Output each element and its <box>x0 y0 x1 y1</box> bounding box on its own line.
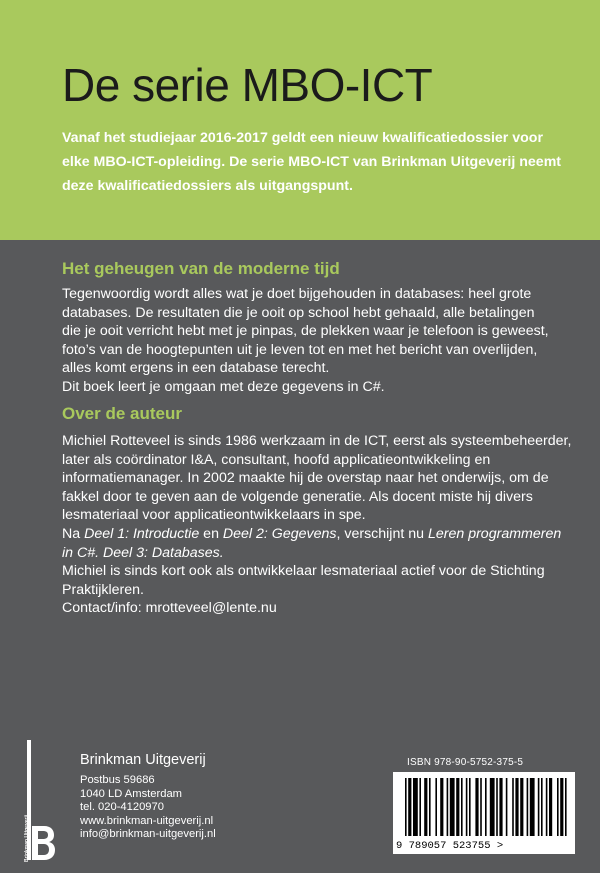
barcode-bar <box>405 778 407 836</box>
logo-vertical-text <box>24 752 32 862</box>
barcode-bar <box>424 778 427 836</box>
barcode-bar <box>469 778 471 836</box>
barcode-bar <box>560 778 563 836</box>
barcode-bar <box>461 778 463 836</box>
barcode-bar <box>557 778 559 836</box>
text-fragment: Na <box>62 525 85 542</box>
book-title-1: Deel 1: Introductie <box>84 525 200 542</box>
barcode-bar <box>466 778 468 836</box>
intro-line: elke MBO-ICT-opleiding. De serie MBO-ICT van Brinkman Uitgeverij neemt <box>62 154 562 170</box>
barcode-bar <box>506 778 508 836</box>
barcode-bar <box>413 778 418 836</box>
barcode-bar <box>419 778 421 836</box>
publisher-address <box>80 774 216 842</box>
barcode-bar <box>496 778 498 836</box>
text-line: alles komt ergens in een database terecht. <box>62 360 330 377</box>
address-line: tel. 020-4120970 <box>80 801 164 814</box>
text-line: Contact/info: mrotteveel@lente.nu <box>62 600 277 617</box>
website-link: www.brinkman-uitgeverij.nl <box>80 814 214 827</box>
email-link: info@brinkman-uitgeverij.nl <box>80 828 216 841</box>
text-line: Michiel is sinds kort ook als ontwikkelaar lesmateriaal actief voor de Stichting <box>62 563 545 580</box>
barcode-bar <box>549 778 552 836</box>
barcode-bar <box>527 778 529 836</box>
green-header-band <box>0 0 600 240</box>
text-line <box>62 525 562 544</box>
barcode-bar <box>456 778 459 836</box>
text-line: later als coördinator I&A, consultant, hoofd applicatieontwikkeling en <box>62 451 491 468</box>
barcode-bar <box>546 778 548 836</box>
intro-line: Vanaf het studiejaar 2016-2017 geldt een nieuw kwalificatiedossier voor <box>62 130 543 146</box>
barcode-bar <box>435 778 437 836</box>
barcode-bar <box>440 778 443 836</box>
barcode-number: 9 789057 523755 > <box>396 840 504 852</box>
book-title-3-cont: in C#. Deel 3: Databases. <box>62 544 224 561</box>
text-fragment: en <box>199 525 223 542</box>
section-text-memory <box>62 285 562 397</box>
text-fragment: , verschijnt nu <box>336 525 428 542</box>
text-line: Dit boek leert je omgaan met deze gegevens in C#. <box>62 378 385 395</box>
text-line: lesmateriaal voor applicatieontwikkelaars in spe. <box>62 507 366 524</box>
section-heading-memory: Het geheugen van de moderne tijd <box>62 259 340 278</box>
barcode-bar <box>499 778 502 836</box>
text-line: informatiemanager. In 2002 maakte hij de overstap naar het onderwijs, om de <box>62 470 549 487</box>
barcode-digits <box>393 840 575 852</box>
barcode-bar <box>515 778 518 836</box>
text-line: Tegenwoordig wordt alles wat je doet bijgehouden in databases: heel grote <box>62 286 532 302</box>
section-text-author <box>62 432 572 618</box>
text-line: fakkel door te geven aan de volgende generatie. Als docent miste hij divers <box>62 488 533 505</box>
text-line: die je ooit verricht hebt met je pinpas, de plekken waar je telefoon is geweest, <box>62 323 549 340</box>
barcode-bars <box>393 772 575 840</box>
book-title-2: Deel 2: Gegevens <box>222 525 337 542</box>
intro-text <box>62 126 562 198</box>
barcode-bar <box>490 778 495 836</box>
barcode <box>393 772 575 854</box>
intro-line: deze kwalificatiedossiers als uitgangspunt. <box>62 178 353 194</box>
barcode-bar <box>530 778 535 836</box>
barcode-bar <box>475 778 478 836</box>
book-title-3: Leren programmeren <box>427 525 562 542</box>
section-heading-author: Over de auteur <box>62 404 182 423</box>
address-line: 1040 LD Amsterdam <box>80 787 182 800</box>
barcode-bar <box>408 778 411 836</box>
text-line: Michiel Rotteveel is sinds 1986 werkzaam in de ICT, eerst als systeembeheerder, <box>62 433 572 449</box>
barcode-bar <box>538 778 540 836</box>
isbn-label: ISBN 978-90-5752-375-5 <box>407 757 524 768</box>
text-line: foto’s van de hoogtepunten uit je leven tot en met het bericht van overlijden, <box>62 341 538 358</box>
barcode-bar <box>520 778 523 836</box>
barcode-bar <box>485 778 487 836</box>
barcode-bar <box>512 778 514 836</box>
publisher-name: Brinkman Uitgeverij <box>80 752 206 768</box>
text-line: databases. De resultaten die je ooit op school hebt gehaald, alle betalingen <box>62 304 535 321</box>
page-title: De serie MBO-ICT <box>62 59 433 111</box>
logo-text: Brinkman Uitgeverij <box>24 814 30 862</box>
text-line <box>62 544 562 563</box>
barcode-bar <box>450 778 455 836</box>
barcode-bar <box>429 778 431 836</box>
barcode-bar <box>447 778 449 836</box>
barcode-bar <box>541 778 543 836</box>
text-line: Praktijkleren. <box>62 581 145 598</box>
address-line: Postbus 59686 <box>80 774 155 786</box>
barcode-bar <box>480 778 482 836</box>
barcode-bar <box>565 778 567 836</box>
